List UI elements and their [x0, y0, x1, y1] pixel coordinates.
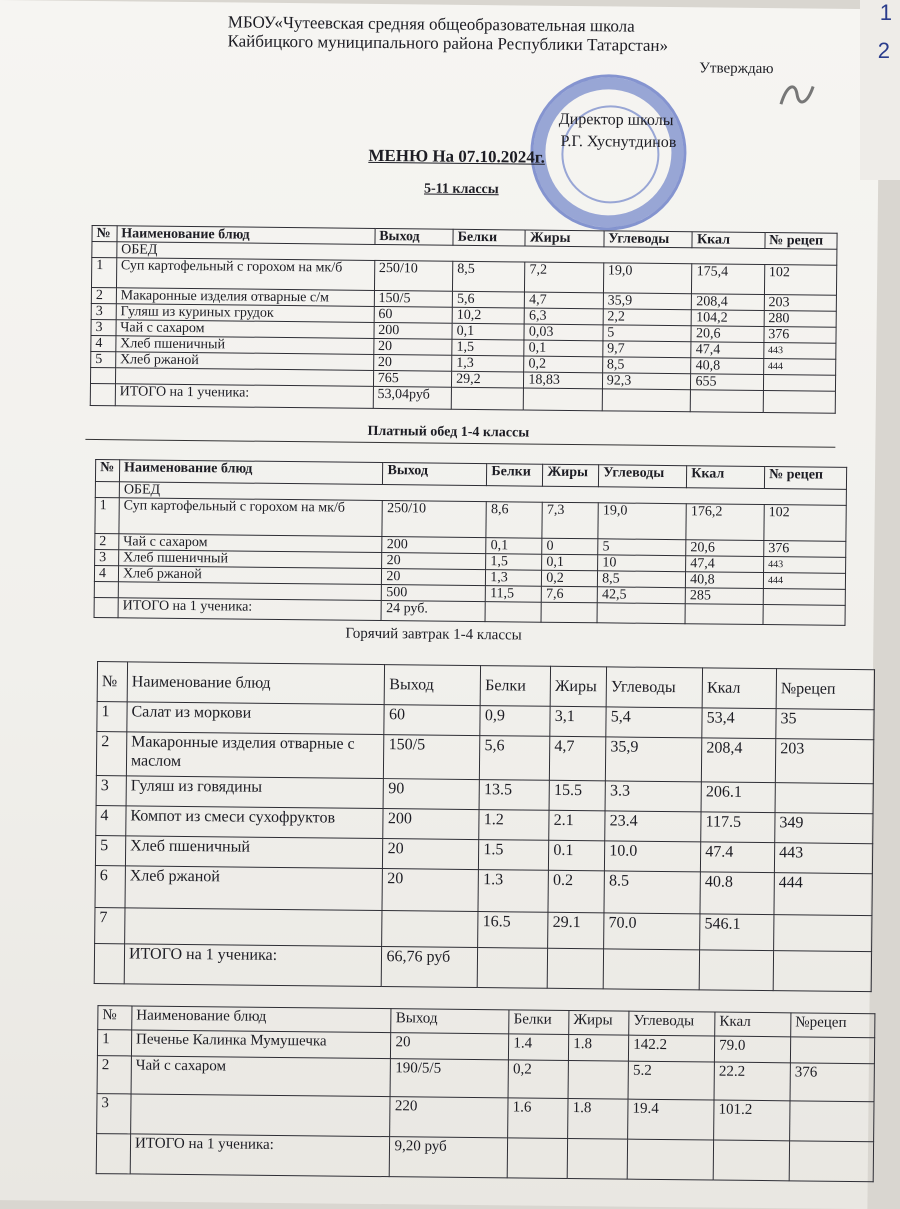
school-name-line1: МБОУ«Чутеевская средняя общеобразовательная школа [227, 12, 635, 36]
cell [90, 367, 115, 383]
section3-title: Горячий завтрак 1-4 классы [345, 625, 522, 644]
cell: 20 [374, 338, 453, 355]
cell: 19,0 [598, 503, 686, 540]
col-header: Выход [385, 665, 481, 706]
handwritten-mark: 2 [877, 38, 890, 63]
cell: 2 [97, 1056, 131, 1094]
cell: 29.1 [548, 912, 604, 949]
cell: 60 [374, 306, 453, 323]
cell: 5 [598, 539, 686, 556]
cell: 1,3 [486, 570, 542, 587]
col-header: Выход [383, 463, 487, 486]
cell: 1 [97, 702, 127, 732]
cell: Чай с сахаром [119, 534, 383, 553]
cell: Гуляш из куриных грудок [116, 304, 374, 323]
cell: Компот из смеси сухофруктов [126, 806, 384, 839]
cell: 8,5 [598, 571, 686, 588]
itogo-label: ИТОГО на 1 ученика: [115, 384, 373, 409]
cell [775, 783, 873, 814]
col-header: Жиры [525, 230, 604, 247]
cell: Хлеб пшеничный [125, 836, 383, 869]
cell: 1.5 [479, 840, 549, 871]
cell: 3 [96, 776, 126, 806]
cell: 0 [542, 538, 598, 555]
cell: 0,03 [524, 324, 603, 341]
cell: 22.2 [714, 1062, 790, 1101]
itogo-value: 66,76 руб [382, 947, 478, 988]
itogo-value: 53,04руб [373, 386, 452, 409]
col-header: Жиры [569, 1011, 629, 1036]
col-header: Ккал [692, 232, 764, 249]
col-header: Углеводы [604, 231, 693, 248]
col-header: № [98, 1006, 132, 1030]
col-header: Углеводы [606, 667, 702, 708]
cell: 200 [383, 809, 479, 840]
cell: 7,6 [541, 586, 597, 603]
cell: 20 [373, 354, 452, 371]
cell: 7 [95, 908, 125, 944]
itogo-value: 24 руб. [381, 601, 485, 622]
cell: 3 [97, 1094, 131, 1134]
col-header: Наименование блюд [127, 662, 385, 705]
cell: 102 [764, 265, 837, 296]
cell: 285 [685, 588, 763, 605]
cell: 444 [763, 359, 835, 376]
cell: 5,6 [452, 291, 524, 308]
cell: 5 [91, 351, 116, 367]
cell: 5,6 [480, 736, 550, 781]
cell: 117.5 [701, 812, 775, 843]
col-header: Ккал [702, 668, 776, 709]
cell: 53,4 [702, 708, 776, 739]
cell: 376 [764, 327, 836, 344]
cell: 10 [598, 555, 686, 572]
itogo-label: ИТОГО на 1 ученика: [118, 598, 382, 621]
cell: 29,2 [452, 371, 524, 388]
col-header: Наименование блюд [132, 1006, 392, 1033]
col-header: Выход [375, 228, 454, 245]
cell: 19,0 [603, 263, 692, 294]
cell: 190/5/5 [391, 1059, 509, 1098]
cell: 1,5 [486, 554, 542, 571]
cell: 0,1 [542, 554, 598, 571]
cell: 444 [774, 873, 872, 916]
cell: 8,5 [453, 261, 526, 292]
cell: 0,1 [452, 323, 524, 340]
cell: Гуляш из говядины [126, 776, 384, 809]
cell: 443 [764, 557, 846, 574]
cell: 11,5 [486, 586, 542, 603]
director-title: Директор школы [558, 110, 674, 130]
cell: 765 [373, 370, 452, 387]
cell: 443 [763, 343, 835, 360]
cell: 10,2 [452, 307, 524, 324]
cell: 2 [95, 534, 119, 550]
cell: 13.5 [479, 780, 549, 811]
cell: 5,4 [606, 707, 702, 738]
cell: 1.2 [479, 810, 549, 841]
cell: Макаронные изделия отварные с маслом [126, 732, 384, 779]
cell: 6 [95, 866, 125, 908]
cell: 203 [775, 739, 873, 784]
cell: 40,8 [686, 572, 764, 589]
cell: 3,1 [550, 706, 606, 737]
cell: 47.4 [701, 842, 775, 873]
cell: 1,5 [452, 339, 524, 356]
cell [94, 582, 118, 598]
cell [568, 1061, 628, 1100]
cell: 1.3 [478, 870, 548, 913]
cell: 35 [776, 709, 874, 740]
cell: 6,3 [524, 308, 603, 325]
cell [790, 1037, 874, 1064]
col-header: Углеводы [599, 465, 687, 488]
cell: 4,7 [550, 736, 606, 781]
director-name: Р.Г. Хуснутдинов [560, 132, 677, 152]
cell: Чай с сахаром [131, 1056, 391, 1097]
cell: 23.4 [605, 811, 701, 842]
cell: 2 [91, 287, 116, 303]
col-header: №рецеп [791, 1013, 875, 1038]
col-header: Выход [391, 1009, 509, 1034]
cell: Салат из моркови [127, 702, 385, 735]
adjacent-paper-edge [860, 0, 900, 180]
cell [382, 911, 478, 948]
cell: Суп картофельный с горохом на мк/б [119, 498, 383, 537]
cell: 206.1 [701, 782, 775, 813]
cell: 20 [382, 869, 478, 912]
cell: 104,2 [692, 310, 764, 327]
cell: 1.8 [568, 1099, 628, 1140]
cell: 42,5 [597, 587, 685, 604]
cell: 0,9 [480, 706, 550, 737]
cell: 90 [384, 779, 480, 810]
menu-table-hot-breakfast [94, 661, 875, 992]
cell: 60 [384, 705, 480, 736]
cell: 7,3 [542, 502, 598, 539]
cell: 47,4 [691, 342, 763, 359]
cell: 7,2 [525, 262, 604, 293]
cell: 0,2 [542, 570, 598, 587]
cell: 444 [763, 573, 845, 590]
cell: 2.1 [549, 810, 605, 841]
cell: 101.2 [714, 1100, 790, 1141]
cell: 1.6 [508, 1098, 568, 1139]
cell: 20 [382, 553, 486, 570]
cell: 280 [764, 311, 836, 328]
cell: 3 [95, 550, 119, 566]
cell: 70.0 [604, 913, 700, 950]
cell: 4 [96, 806, 126, 836]
official-stamp [530, 74, 688, 232]
section2-title: Платный обед 1-4 классы [367, 423, 530, 441]
itogo-value: 9,20 руб [390, 1137, 508, 1178]
cell [790, 1101, 874, 1142]
cell: 5 [95, 836, 125, 866]
cell: 1 [91, 257, 116, 287]
cell: 10.0 [605, 841, 701, 872]
cell: 1 [95, 498, 119, 534]
cell [125, 908, 383, 947]
cell: Хлеб ржаной [115, 352, 373, 371]
cell: 500 [382, 585, 486, 602]
col-header: № [97, 662, 127, 702]
cell: 150/5 [374, 290, 453, 307]
itogo-label: ИТОГО на 1 ученика: [130, 1134, 390, 1177]
cell: 0.2 [548, 870, 604, 913]
cell: 8.5 [604, 871, 700, 914]
cell: 3 [91, 303, 116, 319]
cell: 376 [764, 541, 846, 558]
cell: Хлеб пшеничный [116, 336, 374, 355]
cell: 2 [96, 732, 126, 776]
cell: 349 [775, 813, 873, 844]
cell: 9,7 [603, 341, 692, 358]
col-header: № рецеп [764, 467, 846, 490]
cell: 8,6 [486, 502, 542, 539]
col-header: Ккал [687, 466, 765, 489]
col-header: Жиры [543, 464, 599, 487]
cell: 18,83 [524, 372, 603, 389]
cell: 47,4 [686, 556, 764, 573]
cell: 16.5 [478, 912, 548, 949]
cell: 1.4 [509, 1034, 569, 1061]
itogo-row [96, 1134, 873, 1182]
cell: 0,1 [486, 538, 542, 555]
cell: 208,4 [702, 738, 776, 783]
cell: 4,7 [525, 292, 604, 309]
cell: 2,2 [603, 309, 692, 326]
cell: 40.8 [700, 872, 774, 915]
cell: 4 [94, 566, 118, 582]
cell: 250/10 [382, 501, 486, 538]
cell: 176,2 [686, 504, 764, 541]
cell: 208,4 [692, 294, 764, 311]
handwritten-mark: 1 [879, 0, 892, 25]
cell: 5 [603, 325, 692, 342]
cell: 1.8 [569, 1035, 629, 1062]
cell: 376 [790, 1063, 874, 1102]
cell: 1,3 [452, 355, 524, 372]
cell: 20,6 [691, 326, 763, 343]
menu-table-5-11 [90, 225, 838, 414]
menu-table-paid-lunch [94, 459, 848, 626]
cell: 200 [374, 322, 453, 339]
cell: Макаронные изделия отварные с/м [116, 288, 374, 307]
cell: 20 [382, 569, 486, 586]
cell: 40,8 [691, 358, 763, 375]
cell: 19.4 [628, 1099, 714, 1140]
cell: 102 [764, 505, 846, 542]
cell: 20 [391, 1033, 509, 1060]
menu-table-snack [96, 1005, 876, 1182]
cell: 35,9 [603, 293, 692, 310]
section-label: ОБЕД [119, 482, 846, 506]
cell: 250/10 [374, 260, 453, 291]
col-header: Белки [509, 1010, 569, 1035]
cell: 1 [97, 1030, 131, 1056]
menu-title: МЕНЮ На 07.10.2024г. [368, 145, 546, 167]
itogo-row [94, 944, 871, 992]
cell: 4 [91, 335, 116, 351]
col-header: Наименование блюд [117, 226, 375, 245]
cell: 92,3 [602, 373, 691, 390]
col-header: №рецеп [776, 669, 874, 710]
cell: 35,9 [606, 737, 702, 782]
col-header: Углеводы [629, 1011, 715, 1036]
col-header: Белки [487, 464, 543, 487]
col-header: № рецеп [765, 233, 837, 250]
cell: 79.0 [715, 1036, 791, 1063]
cell: 142.2 [629, 1035, 715, 1062]
cell: 0,1 [524, 340, 603, 357]
signature-mark [777, 78, 817, 114]
cell: Печенье Калинка Мумушечка [131, 1030, 391, 1059]
cell: 150/5 [384, 735, 480, 780]
cell: 20 [383, 839, 479, 870]
cell: 8,5 [602, 357, 691, 374]
cell: 0,2 [508, 1060, 568, 1099]
cell [131, 1094, 391, 1137]
cell: 5.2 [628, 1061, 714, 1100]
cell: 20,6 [686, 540, 764, 557]
cell: 200 [382, 537, 486, 554]
cell: 175,4 [692, 264, 765, 295]
col-header: № [92, 225, 117, 241]
cell: 443 [774, 843, 872, 874]
cell: 546.1 [700, 914, 774, 951]
col-header: Белки [480, 666, 550, 707]
col-header: Жиры [550, 666, 606, 707]
col-header: Ккал [715, 1012, 791, 1037]
section-label: ОБЕД [117, 242, 837, 266]
cell: 3 [91, 319, 116, 335]
cell: Чай с сахаром [116, 320, 374, 339]
col-header: № [95, 460, 119, 482]
cell [763, 375, 835, 392]
approve-label: Утверждаю [699, 60, 774, 78]
cell: 220 [390, 1097, 508, 1138]
cell: Хлеб пшеничный [119, 550, 383, 569]
col-header: Наименование блюд [119, 460, 383, 485]
cell: Хлеб ржаной [118, 566, 382, 585]
cell [763, 589, 845, 606]
cell [774, 915, 872, 952]
cell: 3.3 [605, 781, 701, 812]
col-header: Белки [453, 229, 525, 246]
cell: Суп картофельный с горохом на мк/б [116, 258, 374, 291]
cell: 655 [691, 374, 763, 391]
cell: Хлеб ржаной [125, 866, 383, 911]
cell: 203 [764, 295, 836, 312]
cell: 0.1 [549, 840, 605, 871]
cell: 0,2 [524, 356, 603, 373]
itogo-label: ИТОГО на 1 ученика: [124, 944, 382, 987]
cell: 15.5 [549, 780, 605, 811]
school-name-line2: Кайбицкого муниципального района Республики Татарстан» [227, 31, 669, 55]
class-subtitle: 5-11 классы [423, 181, 499, 198]
